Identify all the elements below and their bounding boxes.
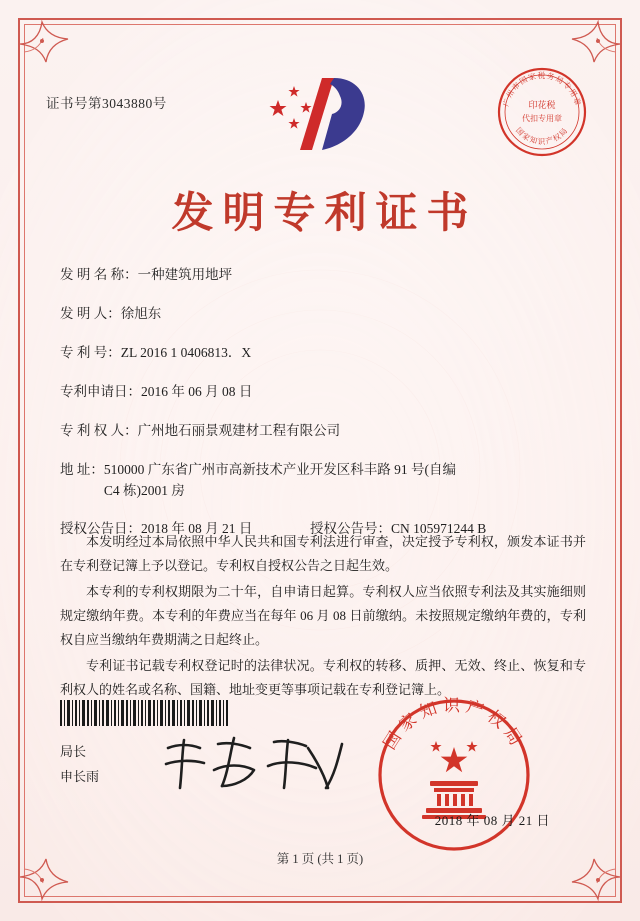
certificate-body [60, 530, 586, 704]
field-patent-number [60, 343, 588, 364]
field-value: ZL 2016 1 0406813．X [120, 344, 252, 360]
signature-title: 局长 [60, 744, 87, 759]
field-label: 授权公告日： [60, 521, 141, 537]
official-seal [374, 695, 534, 855]
field-label: 地 址： [60, 461, 104, 477]
svg-text:国家知识产权局: 国家知识产权局 [514, 125, 570, 146]
field-value: 一种建筑用地坪 [137, 267, 233, 282]
field-patentee [60, 421, 588, 442]
certificate-fields [60, 265, 588, 558]
field-label: 专利申请日： [60, 383, 141, 399]
field-label: 发 明 名 称： [60, 267, 138, 282]
signature-name: 申长雨 [60, 768, 100, 784]
body-paragraph: 专利证书记载专利权登记时的法律状况。专利权的转移、质押、无效、终止、恢复和专利权人的姓名或名称、国籍、地址变更等事项记载在专利登记簿上。 [60, 658, 586, 698]
svg-text:国家知识产权局: 国家知识产权局 [379, 696, 529, 754]
field-label: 授权公告号： [310, 521, 391, 537]
field-value: 2018 年 08 月 21 日 [141, 521, 253, 537]
page-footer: 第 1 页 (共 1 页) [276, 852, 364, 866]
field-label: 专 利 权 人： [60, 422, 138, 438]
patent-office-logo-icon [260, 70, 380, 160]
certificate-content [46, 40, 594, 881]
field-value-line2: C4 栋)2001 房 [103, 482, 185, 498]
field-value: 2016 年 06 月 08 日 [141, 383, 253, 399]
body-paragraph: 本发明经过本局依照中华人民共和国专利法进行审查，决定授予专利权，颁发本证书并在专利登记簿上予以登记。专利权自授权公告之日起生效。 [60, 534, 586, 574]
field-invention-name [60, 265, 588, 286]
svg-text:广州市国家税务局专用章: 广州市国家税务局专用章 [501, 71, 583, 108]
issue-date: 2018 年 08 月 21 日 [434, 813, 550, 828]
field-value-group [104, 460, 588, 502]
field-value: CN 105971244 B [391, 521, 487, 537]
certificate-number: 证书号第3043880号 [46, 96, 167, 111]
barcode [60, 700, 228, 726]
field-value: 徐旭东 [120, 305, 162, 321]
field-label: 专 利 号： [60, 344, 121, 360]
handwritten-signature [156, 730, 356, 800]
certificate-title: 发明专利证书 [171, 188, 478, 237]
svg-text:代扣专用章: 代扣专用章 [522, 114, 562, 123]
field-address [60, 460, 588, 502]
svg-text:印花税: 印花税 [528, 101, 556, 111]
tax-stamp-seal [496, 66, 588, 158]
signature-block [60, 740, 99, 789]
field-value: 广州地石丽景观建材工程有限公司 [137, 422, 341, 438]
field-label: 发 明 人： [60, 305, 121, 321]
field-inventor [60, 304, 588, 325]
field-value-line1: 510000 广东省广州市高新技术产业开发区科丰路 91 号(自编 [103, 461, 456, 477]
body-paragraph: 本专利的专利权期限为二十年，自申请日起算。专利权人应当依照专利法及其实施细则规定缴纳年费。本专利的年费应当在每年 06 月 08 日前缴纳。未按照规定缴纳年费的，专利权自应当缴纳年费期满之日起终止。 [60, 584, 586, 648]
field-application-date [60, 382, 588, 403]
